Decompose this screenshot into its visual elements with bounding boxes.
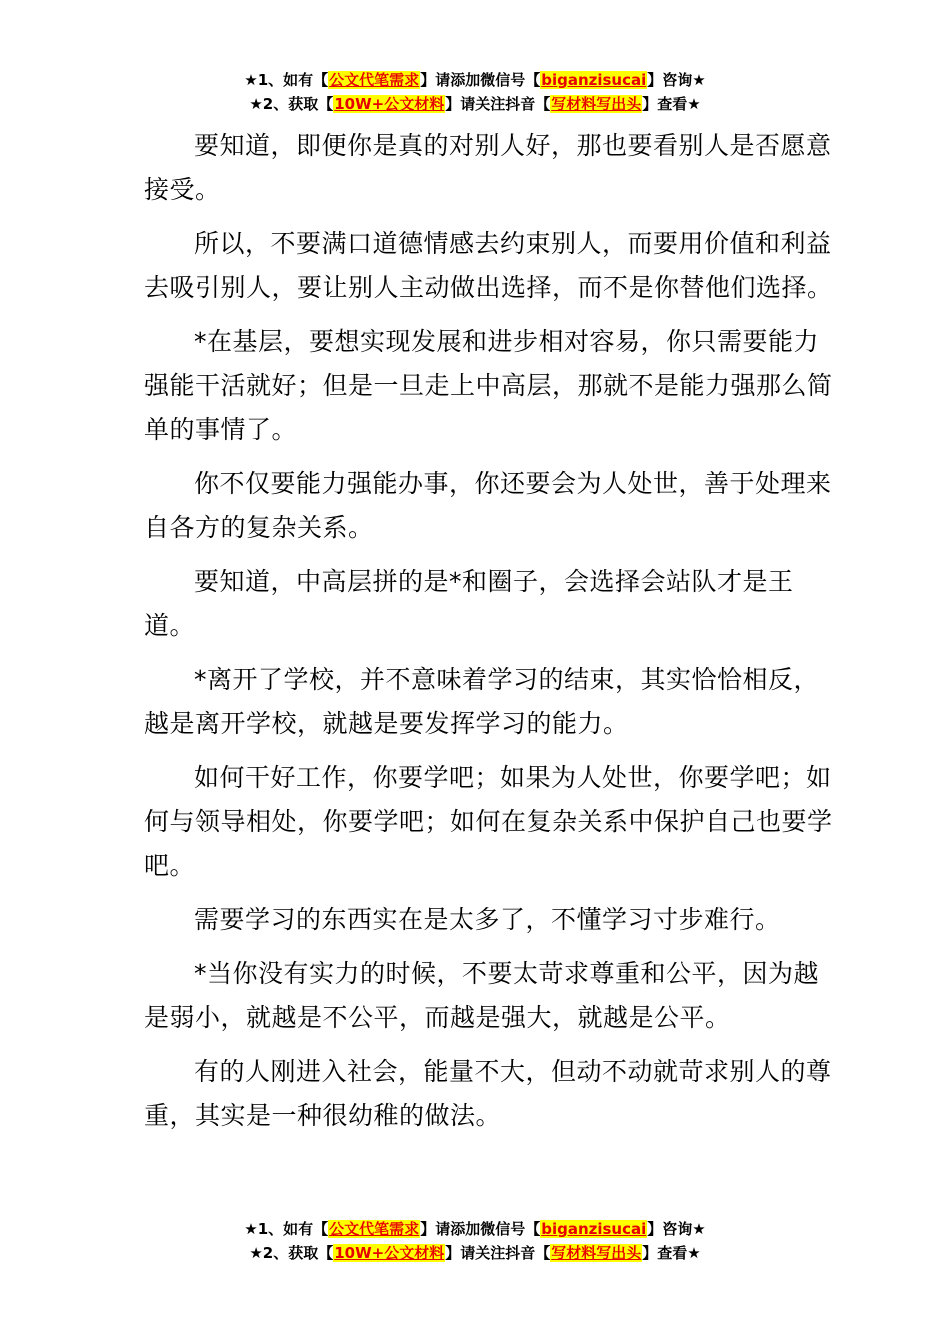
banner-line-1-middle: 】请添加微信号【 [420, 1220, 541, 1238]
banner-line-2-middle: 】请关注抖音【 [445, 1244, 551, 1262]
paragraph: 要知道，中高层拼的是*和圈子，会选择会站队才是王道。 [144, 567, 794, 640]
banner-line-2 [0, 92, 950, 116]
banner-line-1-middle: 】请添加微信号【 [420, 71, 541, 89]
banner-line-2-suffix: 】查看★ [642, 95, 701, 113]
banner-line-1-prefix: ★1、如有【 [244, 71, 329, 89]
document-body [144, 124, 834, 1148]
banner-line-2-prefix: ★2、获取【 [249, 95, 334, 113]
banner-line-2 [0, 1241, 950, 1265]
paragraph: *当你没有实力的时候，不要太苛求尊重和公平，因为越是弱小，就越是不公平，而越是强大，就越是公平。 [144, 959, 820, 1032]
paragraph: 你不仅要能力强能办事，你还要会为人处世，善于处理来自各方的复杂关系。 [144, 469, 832, 542]
banner-line-1-suffix: 】咨询★ [647, 1220, 706, 1238]
paragraph: 要知道，即便你是真的对别人好，那也要看别人是否愿意接受。 [144, 131, 832, 204]
paragraph: *离开了学校，并不意味着学习的结束，其实恰恰相反，越是离开学校，就越是要发挥学习的能力。 [144, 665, 820, 738]
banner-line-2-middle: 】请关注抖音【 [445, 95, 551, 113]
paragraph: 如何干好工作，你要学吧；如果为人处世，你要学吧；如何与领导相处，你要学吧；如何在复杂关系中保护自己也要学吧。 [144, 763, 833, 880]
banner-highlight-materials: 10W+公文材料 [334, 95, 445, 113]
top-banner [0, 68, 950, 116]
banner-line-1-prefix: ★1、如有【 [244, 1220, 329, 1238]
bottom-banner [0, 1217, 950, 1265]
banner-highlight-wechat-id: biganzisucai [541, 71, 647, 89]
paragraph: 需要学习的东西实在是太多了，不懂学习寸步难行。 [194, 905, 781, 934]
banner-line-2-prefix: ★2、获取【 [249, 1244, 334, 1262]
banner-highlight-writing-service: 公文代笔需求 [329, 71, 420, 89]
banner-line-1 [0, 68, 950, 92]
banner-line-2-suffix: 】查看★ [642, 1244, 701, 1262]
banner-line-1-suffix: 】咨询★ [647, 71, 706, 89]
banner-highlight-wechat-id: biganzisucai [541, 1220, 647, 1238]
banner-line-1 [0, 1217, 950, 1241]
banner-highlight-materials: 10W+公文材料 [334, 1244, 445, 1262]
banner-highlight-douyin-account: 写材料写出头 [551, 1244, 642, 1262]
paragraph: *在基层，要想实现发展和进步相对容易，你只需要能力强能干活就好；但是一旦走上中高层，那就不是能力强那么简单的事情了。 [144, 327, 833, 444]
paragraph: 所以，不要满口道德情感去约束别人，而要用价值和利益去吸引别人，要让别人主动做出选择，而不是你替他们选择。 [144, 229, 833, 302]
banner-highlight-douyin-account: 写材料写出头 [551, 95, 642, 113]
banner-highlight-writing-service: 公文代笔需求 [329, 1220, 420, 1238]
paragraph: 有的人刚进入社会，能量不大，但动不动就苛求别人的尊重，其实是一种很幼稚的做法。 [144, 1057, 832, 1130]
